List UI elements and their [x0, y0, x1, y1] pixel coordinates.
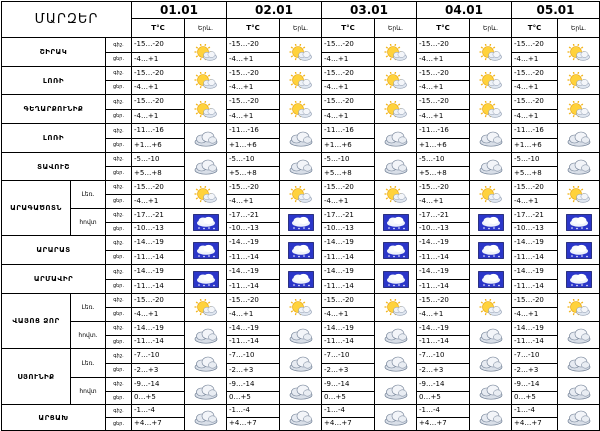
snowfall-icon: [470, 236, 512, 265]
day-label: ցեր.: [106, 53, 132, 67]
night-temperature: -1…-4: [417, 405, 470, 418]
night-temperature: -15…-20: [322, 294, 375, 308]
night-temperature: -1…-4: [132, 405, 185, 418]
icon-col-header: Երև.: [185, 19, 227, 38]
night-temperature: -14…-19: [322, 265, 375, 280]
snowfall-icon: [280, 209, 322, 236]
day-temperature: 0…+5: [322, 392, 375, 405]
day-label: ցեր.: [106, 223, 132, 236]
day-temperature: 0…+5: [417, 392, 470, 405]
day-temperature: +4…+7: [322, 418, 375, 431]
partly-sunny-icon: [280, 95, 322, 124]
forecast-table: [1, 1, 600, 431]
partly-sunny-icon: [185, 67, 227, 95]
night-label: գիշ.: [106, 95, 132, 110]
night-temperature: -14…-19: [512, 265, 558, 280]
night-temperature: -14…-19: [132, 322, 185, 336]
table-row: [2, 153, 600, 167]
day-temperature: -11…-14: [417, 251, 470, 265]
night-temperature: -7…-10: [132, 349, 185, 364]
partly-sunny-icon: [558, 67, 600, 95]
day-temperature: -2…+3: [322, 364, 375, 378]
partly-sunny-icon: [470, 67, 512, 95]
night-label: գիշ.: [106, 349, 132, 364]
cloud-icon: [558, 124, 600, 153]
temp-col-header: [512, 19, 558, 38]
partly-sunny-icon: [558, 181, 600, 209]
night-temperature: -14…-19: [227, 322, 280, 336]
region-name: ԱՐԱԳԱԾՈՏՆ: [2, 181, 71, 236]
table-row: [2, 181, 600, 195]
table-row: [2, 349, 600, 364]
night-temperature: -14…-19: [227, 236, 280, 251]
partly-sunny-icon: [280, 67, 322, 95]
day-temperature: -10…-13: [417, 223, 470, 236]
cloud-icon: [470, 378, 512, 405]
cloud-icon: [185, 378, 227, 405]
cloud-icon: [375, 322, 417, 349]
night-label: գիշ.: [106, 294, 132, 308]
date-header: 05.01: [512, 2, 600, 19]
snowfall-icon: [185, 265, 227, 294]
night-temperature: -14…-19: [322, 322, 375, 336]
night-temperature: -15…-20: [322, 181, 375, 195]
night-temperature: -9…-14: [512, 378, 558, 392]
snowfall-icon: [558, 265, 600, 294]
day-label: ցեր.: [106, 418, 132, 431]
night-label: գիշ.: [106, 67, 132, 81]
cloud-icon: [558, 153, 600, 181]
night-temperature: -7…-10: [512, 349, 558, 364]
snowfall-icon: [185, 236, 227, 265]
subregion-label: Լեռ.: [71, 294, 106, 322]
region-name: ԼՈՌԻ: [2, 124, 106, 153]
day-temperature: +5…+8: [512, 167, 558, 181]
subregion-label: հովտ.: [71, 322, 106, 349]
day-temperature: -4…+1: [417, 110, 470, 124]
day-temperature: +1…+6: [512, 139, 558, 153]
night-temperature: -14…-19: [322, 236, 375, 251]
night-temperature: -14…-19: [417, 322, 470, 336]
day-temperature: -4…+1: [132, 195, 185, 209]
snowfall-icon: [375, 236, 417, 265]
cloud-icon: [470, 322, 512, 349]
temp-col-label: T°C: [151, 24, 165, 32]
night-temperature: -11…-16: [132, 124, 185, 139]
night-temperature: -15…-20: [132, 38, 185, 53]
day-temperature: -11…-14: [227, 280, 280, 294]
region-name: ՍՅՈՒՆԻՔ: [2, 349, 71, 405]
night-temperature: -11…-16: [227, 124, 280, 139]
partly-sunny-icon: [470, 294, 512, 322]
snowfall-icon: [558, 236, 600, 265]
cloud-icon: [558, 349, 600, 378]
day-temperature: +4…+7: [417, 418, 470, 431]
subregion-label: Լեռ.: [71, 349, 106, 378]
cloud-icon: [470, 349, 512, 378]
day-temperature: -10…-13: [227, 223, 280, 236]
day-temperature: +1…+6: [227, 139, 280, 153]
day-label: ցեր.: [106, 308, 132, 322]
day-temperature: -2…+3: [512, 364, 558, 378]
day-temperature: -11…-14: [322, 336, 375, 349]
night-temperature: -17…-21: [132, 209, 185, 223]
cloud-icon: [470, 405, 512, 431]
night-temperature: -14…-19: [417, 236, 470, 251]
snowfall-icon: [375, 209, 417, 236]
day-label: ցեր.: [106, 167, 132, 181]
day-label: ցեր.: [106, 195, 132, 209]
table-row: [2, 378, 600, 392]
partly-sunny-icon: [375, 294, 417, 322]
day-label: ցեր.: [106, 81, 132, 95]
night-temperature: -1…-4: [322, 405, 375, 418]
night-label: գիշ.: [106, 378, 132, 392]
cloud-icon: [280, 378, 322, 405]
cloud-icon: [558, 378, 600, 405]
partly-sunny-icon: [280, 181, 322, 209]
day-temperature: -4…+1: [417, 53, 470, 67]
day-label: ցեր.: [106, 139, 132, 153]
day-temperature: +1…+6: [132, 139, 185, 153]
regions-header: ՄԱՐԶԵՐ: [2, 2, 132, 38]
night-temperature: -17…-21: [417, 209, 470, 223]
day-temperature: -4…+1: [512, 110, 558, 124]
day-temperature: -4…+1: [227, 110, 280, 124]
night-temperature: -9…-14: [322, 378, 375, 392]
day-temperature: 0…+5: [132, 392, 185, 405]
day-temperature: +5…+8: [227, 167, 280, 181]
temp-col-header: [322, 19, 375, 38]
day-label: ցեր.: [106, 110, 132, 124]
region-name: ԱՐԱՐԱՏ: [2, 236, 106, 265]
icon-col-header: Երև.: [280, 19, 322, 38]
day-temperature: -4…+1: [322, 53, 375, 67]
snowfall-icon: [558, 209, 600, 236]
day-temperature: -4…+1: [227, 53, 280, 67]
snowfall-icon: [375, 265, 417, 294]
partly-sunny-icon: [375, 95, 417, 124]
cloud-icon: [185, 405, 227, 431]
night-temperature: -15…-20: [322, 95, 375, 110]
day-label: ցեր.: [106, 251, 132, 265]
night-temperature: -7…-10: [227, 349, 280, 364]
night-temperature: -15…-20: [512, 67, 558, 81]
day-temperature: -4…+1: [322, 110, 375, 124]
night-temperature: -15…-20: [322, 38, 375, 53]
night-label: գիշ.: [106, 322, 132, 336]
night-label: գիշ.: [106, 124, 132, 139]
day-label: ցեր.: [106, 364, 132, 378]
partly-sunny-icon: [470, 95, 512, 124]
night-temperature: -14…-19: [417, 265, 470, 280]
day-temperature: -4…+1: [227, 81, 280, 95]
night-temperature: -14…-19: [512, 236, 558, 251]
night-label: գիշ.: [106, 236, 132, 251]
table-row: [2, 322, 600, 336]
day-temperature: -4…+1: [132, 110, 185, 124]
table-row: [2, 95, 600, 110]
night-temperature: -5…-10: [227, 153, 280, 167]
day-temperature: -10…-13: [132, 223, 185, 236]
cloud-icon: [280, 405, 322, 431]
day-temperature: -11…-14: [227, 336, 280, 349]
day-temperature: -4…+1: [512, 53, 558, 67]
night-temperature: -1…-4: [512, 405, 558, 418]
day-temperature: -2…+3: [132, 364, 185, 378]
night-temperature: -15…-20: [512, 294, 558, 308]
table-row: [2, 67, 600, 81]
cloud-icon: [185, 322, 227, 349]
temp-col-label: T°C: [341, 24, 355, 32]
night-temperature: -15…-20: [227, 181, 280, 195]
subregion-label: Լեռ.: [71, 181, 106, 209]
day-temperature: +5…+8: [417, 167, 470, 181]
subregion-label: հովտ: [71, 209, 106, 236]
night-temperature: -14…-19: [132, 236, 185, 251]
cloud-icon: [280, 349, 322, 378]
night-temperature: -15…-20: [417, 67, 470, 81]
partly-sunny-icon: [470, 38, 512, 67]
cloud-icon: [280, 322, 322, 349]
day-temperature: -11…-14: [512, 251, 558, 265]
night-label: գիշ.: [106, 209, 132, 223]
day-temperature: -11…-14: [132, 336, 185, 349]
night-temperature: -9…-14: [132, 378, 185, 392]
temp-col-label: T°C: [246, 24, 260, 32]
cloud-icon: [470, 124, 512, 153]
day-temperature: -4…+1: [227, 195, 280, 209]
subregion-label: հովտ: [71, 378, 106, 405]
temp-col-label: T°C: [527, 24, 542, 32]
night-temperature: -15…-20: [227, 38, 280, 53]
snowfall-icon: [470, 265, 512, 294]
night-temperature: -7…-10: [417, 349, 470, 364]
table-row: [2, 209, 600, 223]
partly-sunny-icon: [185, 294, 227, 322]
partly-sunny-icon: [375, 181, 417, 209]
partly-sunny-icon: [558, 294, 600, 322]
day-temperature: +5…+8: [322, 167, 375, 181]
day-temperature: -4…+1: [417, 308, 470, 322]
night-temperature: -9…-14: [417, 378, 470, 392]
night-temperature: -15…-20: [512, 38, 558, 53]
temp-col-header: [227, 19, 280, 38]
night-temperature: -17…-21: [322, 209, 375, 223]
night-temperature: -17…-21: [227, 209, 280, 223]
night-label: գիշ.: [106, 405, 132, 418]
night-temperature: -15…-20: [417, 38, 470, 53]
day-temperature: -11…-14: [417, 336, 470, 349]
night-temperature: -15…-20: [417, 181, 470, 195]
date-header: 03.01: [322, 2, 417, 19]
night-temperature: -9…-14: [227, 378, 280, 392]
region-name: ՎԱՅՈՑ ՁՈՐ: [2, 294, 71, 349]
day-temperature: -4…+1: [417, 81, 470, 95]
night-temperature: -15…-20: [512, 95, 558, 110]
night-temperature: -15…-20: [132, 95, 185, 110]
table-row: [2, 405, 600, 418]
day-temperature: +1…+6: [322, 139, 375, 153]
region-name: ՏԱՎՈՒՇ: [2, 153, 106, 181]
region-name: ԱՐՑԱԽ: [2, 405, 106, 431]
day-temperature: +4…+7: [227, 418, 280, 431]
night-temperature: -14…-19: [227, 265, 280, 280]
day-temperature: -4…+1: [132, 308, 185, 322]
day-temperature: -4…+1: [512, 81, 558, 95]
night-temperature: -7…-10: [322, 349, 375, 364]
night-temperature: -14…-19: [132, 265, 185, 280]
night-temperature: -15…-20: [512, 181, 558, 195]
night-temperature: -15…-20: [417, 95, 470, 110]
night-label: գիշ.: [106, 38, 132, 53]
day-temperature: +4…+7: [512, 418, 558, 431]
day-temperature: -4…+1: [132, 81, 185, 95]
cloud-icon: [375, 378, 417, 405]
partly-sunny-icon: [375, 67, 417, 95]
table-row: [2, 38, 600, 53]
icon-col-header: Երև.: [558, 19, 600, 38]
day-temperature: 0…+5: [512, 392, 558, 405]
cloud-icon: [375, 405, 417, 431]
cloud-icon: [375, 349, 417, 378]
day-temperature: -4…+1: [227, 308, 280, 322]
snowfall-icon: [185, 209, 227, 236]
region-name: ԳԵՂԱՐՔՈՒՆԻՔ: [2, 95, 106, 124]
night-temperature: -5…-10: [132, 153, 185, 167]
night-temperature: -15…-20: [132, 181, 185, 195]
day-temperature: -4…+1: [417, 195, 470, 209]
region-name: ԼՈՌԻ: [2, 67, 106, 95]
night-temperature: -5…-10: [322, 153, 375, 167]
night-temperature: -5…-10: [417, 153, 470, 167]
cloud-icon: [375, 124, 417, 153]
date-header: 02.01: [227, 2, 322, 19]
night-temperature: -15…-20: [322, 67, 375, 81]
day-temperature: -4…+1: [322, 308, 375, 322]
night-label: գիշ.: [106, 181, 132, 195]
day-temperature: -11…-14: [322, 280, 375, 294]
night-temperature: -11…-16: [417, 124, 470, 139]
cloud-icon: [280, 153, 322, 181]
table-row: [2, 294, 600, 308]
table-row: [2, 236, 600, 251]
table-row: [2, 124, 600, 139]
day-temperature: -4…+1: [132, 53, 185, 67]
night-temperature: -15…-20: [132, 294, 185, 308]
day-label: ցեր.: [106, 392, 132, 405]
icon-col-header: Երև.: [375, 19, 417, 38]
snowfall-icon: [280, 236, 322, 265]
snowfall-icon: [280, 265, 322, 294]
temp-col-header: [417, 19, 470, 38]
table-row: [2, 265, 600, 280]
night-temperature: -15…-20: [417, 294, 470, 308]
partly-sunny-icon: [185, 38, 227, 67]
day-temperature: -10…-13: [322, 223, 375, 236]
date-header: 04.01: [417, 2, 512, 19]
day-temperature: 0…+5: [227, 392, 280, 405]
cloud-icon: [470, 153, 512, 181]
date-header: 01.01: [132, 2, 227, 19]
night-temperature: -1…-4: [227, 405, 280, 418]
day-label: ցեր.: [106, 280, 132, 294]
partly-sunny-icon: [558, 95, 600, 124]
day-temperature: -11…-14: [132, 251, 185, 265]
cloud-icon: [558, 322, 600, 349]
temp-col-header: [132, 19, 185, 38]
region-name: ԱՐՄԱՎԻՐ: [2, 265, 106, 294]
day-temperature: -11…-14: [512, 280, 558, 294]
day-temperature: -2…+3: [227, 364, 280, 378]
cloud-icon: [185, 153, 227, 181]
icon-col-header: Երև.: [470, 19, 512, 38]
day-temperature: -11…-14: [512, 336, 558, 349]
night-temperature: -5…-10: [512, 153, 558, 167]
cloud-icon: [375, 153, 417, 181]
day-temperature: -2…+3: [417, 364, 470, 378]
day-temperature: -10…-13: [512, 223, 558, 236]
partly-sunny-icon: [280, 38, 322, 67]
snowfall-icon: [470, 209, 512, 236]
night-temperature: -11…-16: [512, 124, 558, 139]
cloud-icon: [185, 124, 227, 153]
day-temperature: +1…+6: [417, 139, 470, 153]
day-temperature: -4…+1: [512, 308, 558, 322]
cloud-icon: [558, 405, 600, 431]
night-label: գիշ.: [106, 265, 132, 280]
night-temperature: -11…-16: [322, 124, 375, 139]
day-temperature: -4…+1: [322, 81, 375, 95]
region-name: ՇԻՐԱԿ: [2, 38, 106, 67]
day-temperature: -11…-14: [322, 251, 375, 265]
day-temperature: +4…+7: [132, 418, 185, 431]
cloud-icon: [185, 349, 227, 378]
partly-sunny-icon: [185, 95, 227, 124]
day-temperature: -11…-14: [132, 280, 185, 294]
night-label: գիշ.: [106, 153, 132, 167]
day-temperature: -4…+1: [322, 195, 375, 209]
partly-sunny-icon: [375, 38, 417, 67]
day-temperature: -11…-14: [417, 280, 470, 294]
temp-col-label: T°C: [436, 24, 450, 32]
partly-sunny-icon: [558, 38, 600, 67]
day-label: ցեր.: [106, 336, 132, 349]
night-temperature: -15…-20: [227, 294, 280, 308]
night-temperature: -15…-20: [132, 67, 185, 81]
night-temperature: -15…-20: [227, 67, 280, 81]
cloud-icon: [280, 124, 322, 153]
partly-sunny-icon: [470, 181, 512, 209]
night-temperature: -14…-19: [512, 322, 558, 336]
partly-sunny-icon: [185, 181, 227, 209]
day-temperature: -11…-14: [227, 251, 280, 265]
day-temperature: +5…+8: [132, 167, 185, 181]
night-temperature: -17…-21: [512, 209, 558, 223]
night-temperature: -15…-20: [227, 95, 280, 110]
day-temperature: -4…+1: [512, 195, 558, 209]
partly-sunny-icon: [280, 294, 322, 322]
